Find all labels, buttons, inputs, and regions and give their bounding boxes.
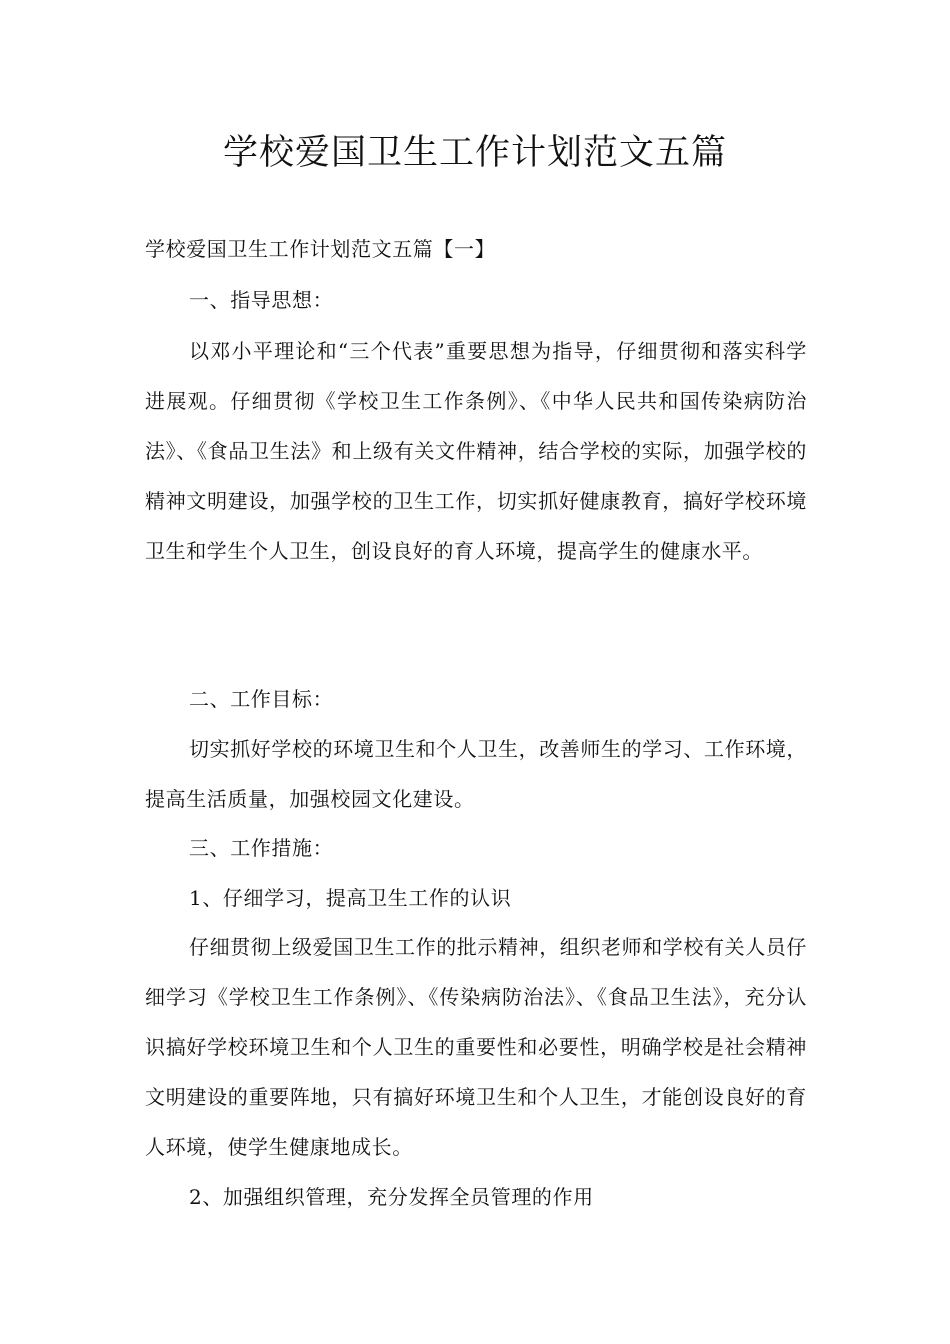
- paragraph-measure-2-heading: 2、加强组织管理，充分发挥全员管理的作用: [189, 1185, 594, 1209]
- paragraph-guiding-heading: 一、指导思想：: [189, 288, 334, 312]
- paragraph-measures-heading: 三、工作措施：: [189, 836, 334, 860]
- document-title: 学校爱国卫生工作计划范文五篇: [222, 133, 727, 173]
- section-heading: 学校爱国卫生工作计划范文五篇【一】: [145, 237, 496, 261]
- paragraph-goal-heading: 二、工作目标：: [189, 687, 334, 711]
- paragraph-measure-1-heading: 1、仔细学习，提高卫生工作的认识: [189, 886, 512, 910]
- paragraph-goal-body: 切实抓好学校的环境卫生和个人卫生，改善师生的学习、工作环境，提高生活质量，加强校园文化建设。: [145, 737, 807, 811]
- paragraph-guiding-body: 以邓小平理论和“三个代表”重要思想为指导，仔细贯彻和落实科学进展观。仔细贯彻《学校卫生工作条例》、《中华人民共和国传染病防治法》、《食品卫生法》和上级有关文件精神，结合学校的实际，加强学校的精神文明建设，加强学校的卫生工作，切实抓好健康教育，搞好学校环境卫生和学生个人卫生，创设良好的育人环境，提高学生的健康水平。: [145, 339, 807, 563]
- paragraph-measure-1-body: 仔细贯彻上级爱国卫生工作的批示精神，组织老师和学校有关人员仔细学习《学校卫生工作条例》、《传染病防治法》、《食品卫生法》，充分认识搞好学校环境卫生和个人卫生的重要性和必要性，明确学校是社会精神文明建设的重要阵地，只有搞好环境卫生和个人卫生，才能创设良好的育人环境，使学生健康地成长。: [145, 935, 807, 1159]
